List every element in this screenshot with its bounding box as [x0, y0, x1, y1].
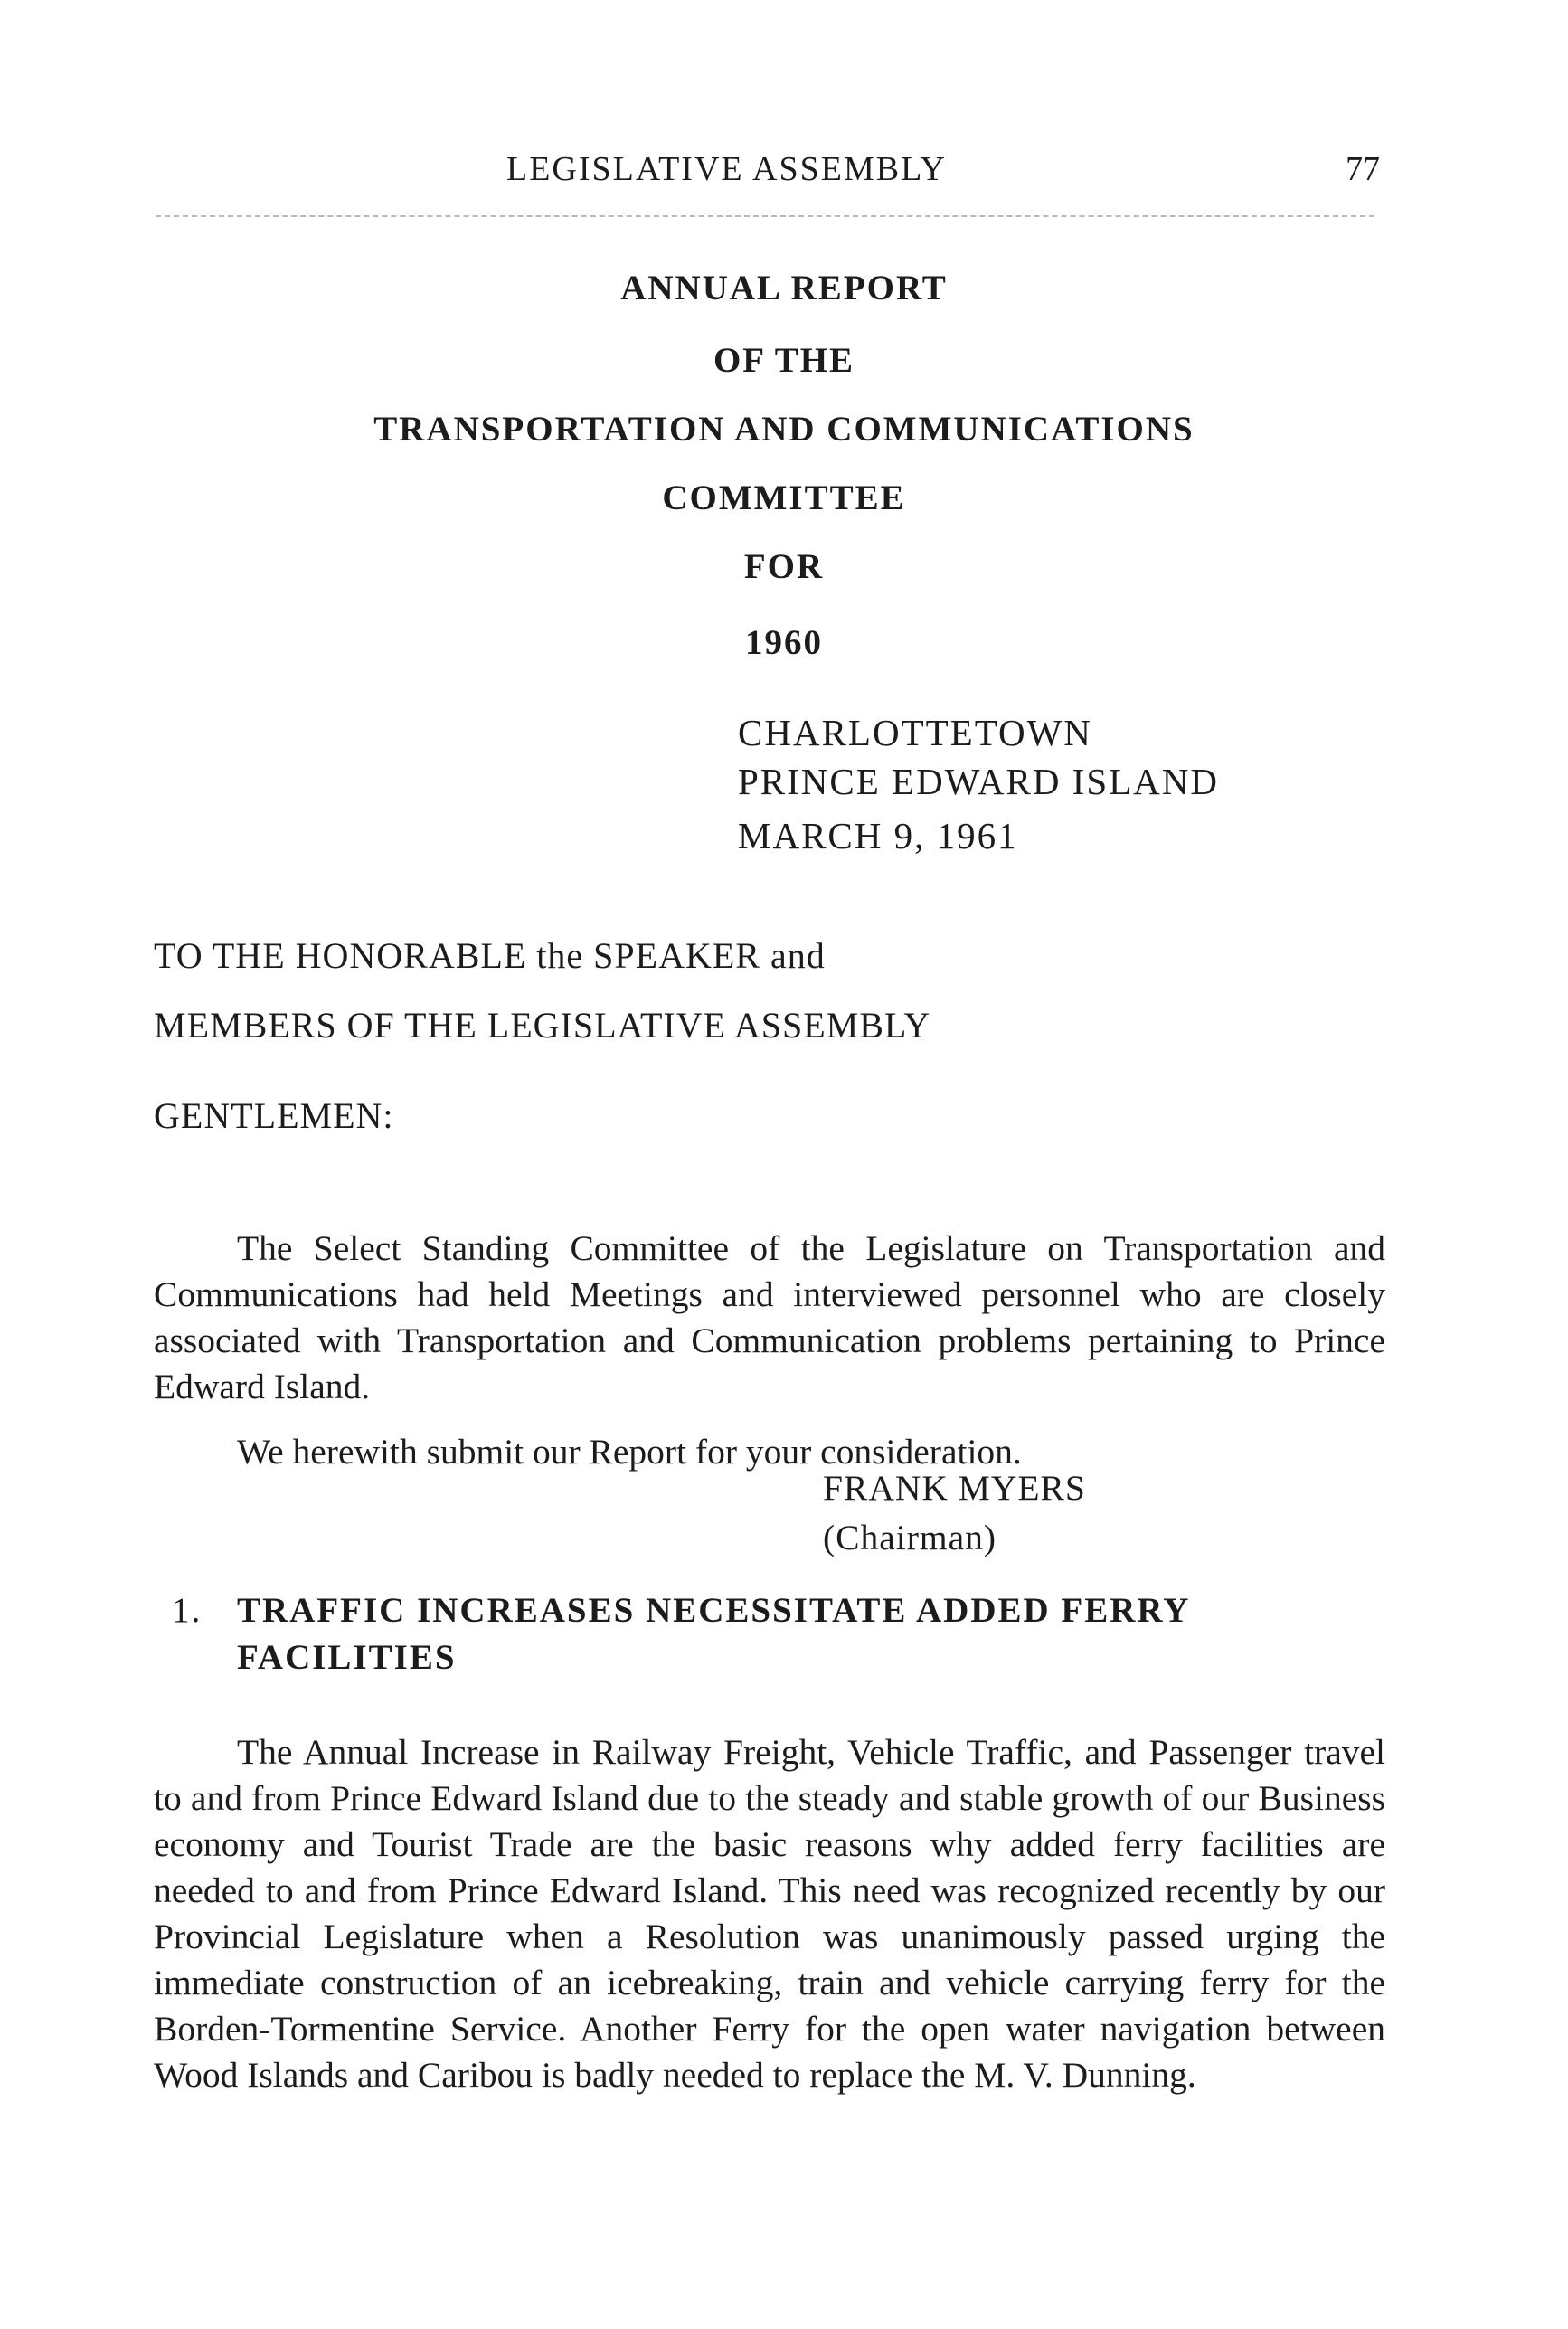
address-line-2: MEMBERS OF THE LEGISLATIVE ASSEMBLY: [154, 1005, 931, 1046]
section-1-heading: [172, 1587, 1385, 1681]
running-head: LEGISLATIVE ASSEMBLY: [506, 150, 947, 188]
report-title-line-1: ANNUAL REPORT: [620, 269, 948, 308]
place-province: PRINCE EDWARD ISLAND: [738, 761, 1219, 802]
report-title-year: 1960: [745, 623, 823, 662]
signature-title: (Chairman): [823, 1518, 997, 1557]
salutation: GENTLEMEN:: [154, 1095, 394, 1136]
signature-name: FRANK MYERS: [823, 1468, 1086, 1508]
header-rule: [156, 215, 1374, 217]
page-number: 77: [1346, 150, 1380, 188]
report-date: MARCH 9, 1961: [738, 815, 1018, 857]
place-city: CHARLOTTETOWN: [738, 712, 1092, 753]
body-paragraph-2: We herewith submit our Report for your consideration.: [237, 1431, 1022, 1472]
report-title-line-5: FOR: [743, 547, 825, 586]
body-paragraph-1: The Select Standing Committee of the Legislature on Transportation and Communications had held Meetings and interviewed personnel who are closely associated with Transportation and Communication problems pertaining to Prince Edward Island.: [154, 1227, 1385, 1406]
section-1-number: 1.: [172, 1591, 203, 1630]
section-1-paragraph: The Annual Increase in Railway Freight, Vehicle Traffic, and Passenger travel to and from Prince Edward Island due to the steady and stable growth of our Business economy and Tourist Trade are the basic reasons why added ferry facilities are needed to and from Prince Edward Island. This need was recognized recently by our Provincial Legislature when a Resolution was unanimously passed urging the immediate construction of an icebreaking, train and vehicle carrying ferry for the Borden-Tormentine Service. Another Ferry for the open water navigation between Wood Islands and Caribou is badly needed to replace the M. V. Dunning.: [154, 1731, 1385, 2095]
report-title-line-3: TRANSPORTATION AND COMMUNICATIONS: [373, 410, 1195, 449]
section-1-heading-text: TRAFFIC INCREASES NECESSITATE ADDED FERRY FACILITIES: [237, 1591, 1189, 1677]
report-title-line-4: COMMITTEE: [662, 478, 906, 517]
address-line-1: TO THE HONORABLE the SPEAKER and: [154, 935, 826, 976]
report-title-line-2: OF THE: [713, 341, 855, 380]
